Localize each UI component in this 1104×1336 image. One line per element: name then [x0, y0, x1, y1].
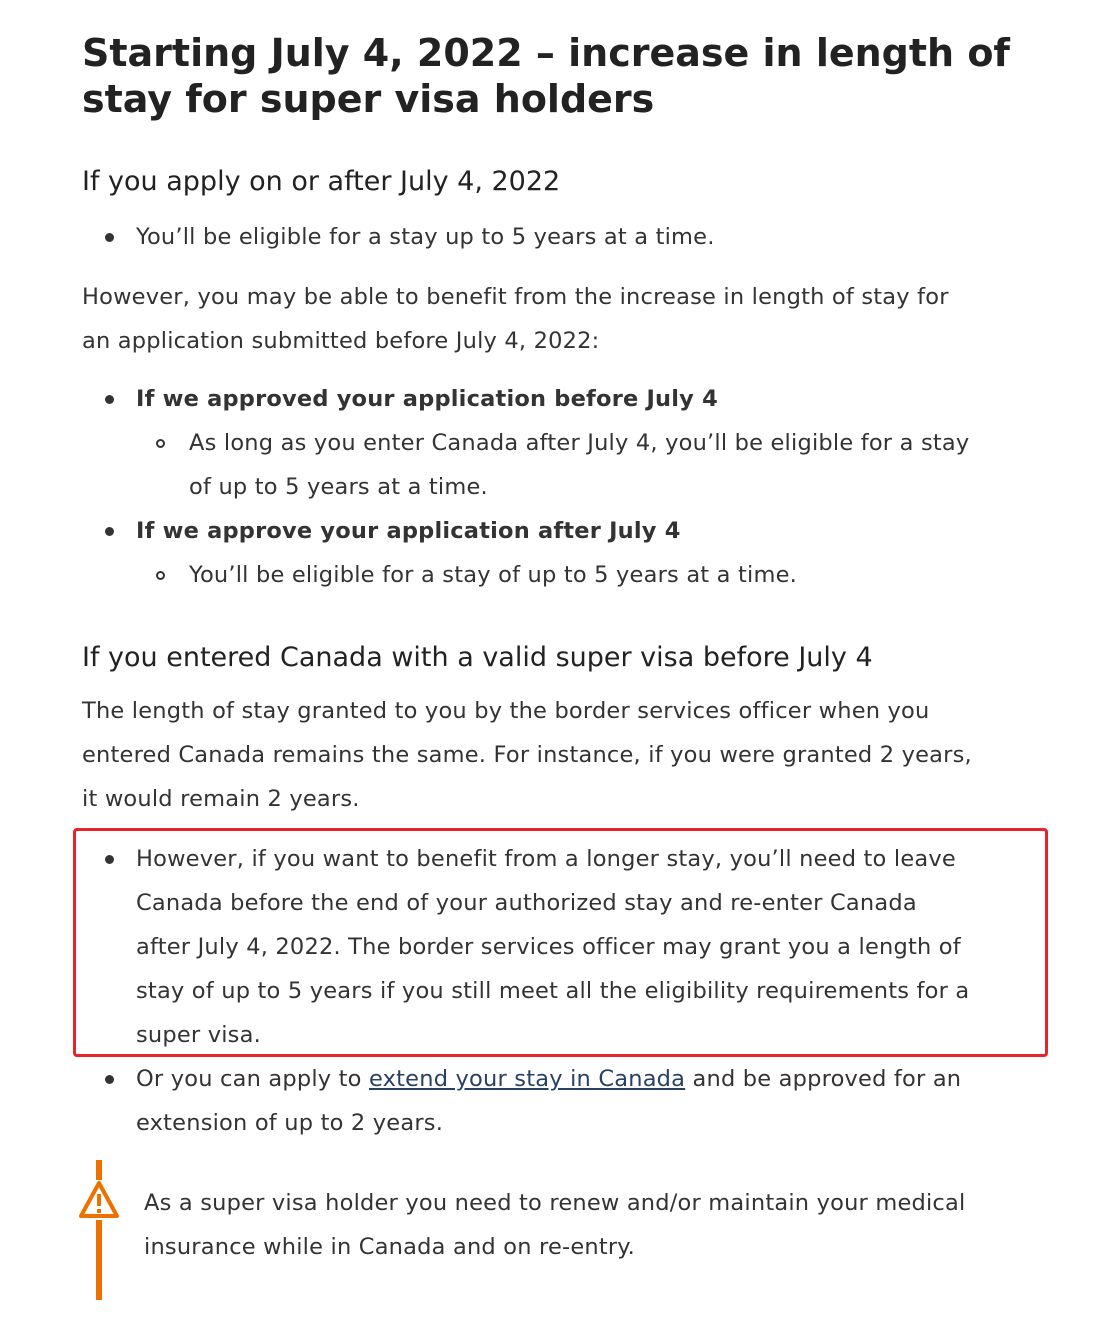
list-item-extend — [136, 1057, 961, 1101]
warning-text-line: insurance while in Canada and on re-entry. — [144, 1234, 635, 1260]
page-title: Starting July 4, 2022 – increase in length of stay for super visa holders — [82, 31, 1010, 121]
warning-triangle-icon — [78, 1180, 120, 1220]
highlight-line: super visa. — [136, 1022, 261, 1048]
bullet-dot — [105, 1075, 114, 1084]
bullet-dot — [105, 395, 114, 404]
highlight-line: Canada before the end of your authorized stay and re-enter Canada — [136, 890, 917, 916]
bullet-dot — [105, 527, 114, 536]
bullet-circle — [156, 571, 165, 580]
extend-prefix: Or you can apply to — [136, 1066, 369, 1092]
paragraph-line: The length of stay granted to you by the border services officer when you — [82, 698, 930, 724]
highlight-line: However, if you want to benefit from a longer stay, you’ll need to leave — [136, 846, 956, 872]
paragraph-line: it would remain 2 years. — [82, 786, 360, 812]
list-item-extend-cont: extension of up to 2 years. — [136, 1110, 444, 1136]
sub-list-item: As long as you enter Canada after July 4, you’ll be eligible for a stay — [189, 430, 970, 456]
warning-text-line: As a super visa holder you need to renew and/or maintain your medical — [144, 1190, 966, 1216]
sub-list-item-cont: of up to 5 years at a time. — [189, 474, 488, 500]
list-item: You’ll be eligible for a stay up to 5 years at a time. — [136, 224, 715, 250]
bullet-dot — [105, 233, 114, 242]
paragraph-line: However, you may be able to benefit from the increase in length of stay for — [82, 284, 949, 310]
sub-list-item: You’ll be eligible for a stay of up to 5 years at a time. — [189, 562, 798, 588]
warning-accent-bar — [96, 1220, 102, 1300]
extend-suffix: and be approved for an — [685, 1066, 962, 1092]
highlight-line: stay of up to 5 years if you still meet all the eligibility requirements for a — [136, 978, 970, 1004]
extend-stay-link[interactable]: extend your stay in Canada — [369, 1066, 686, 1092]
bullet-dot — [105, 855, 114, 864]
list-item-approve-after: If we approve your application after July 4 — [136, 518, 681, 544]
section-heading-entered-before: If you entered Canada with a valid super visa before July 4 — [82, 642, 873, 673]
section-heading-apply-after: If you apply on or after July 4, 2022 — [82, 166, 561, 197]
highlight-line: after July 4, 2022. The border services officer may grant you a length of — [136, 934, 961, 960]
paragraph-line: an application submitted before July 4, 2022: — [82, 328, 600, 354]
list-item-approved-before: If we approved your application before July 4 — [136, 386, 718, 412]
bullet-circle — [156, 439, 165, 448]
warning-accent-bar — [96, 1160, 102, 1180]
paragraph-line: entered Canada remains the same. For instance, if you were granted 2 years, — [82, 742, 972, 768]
